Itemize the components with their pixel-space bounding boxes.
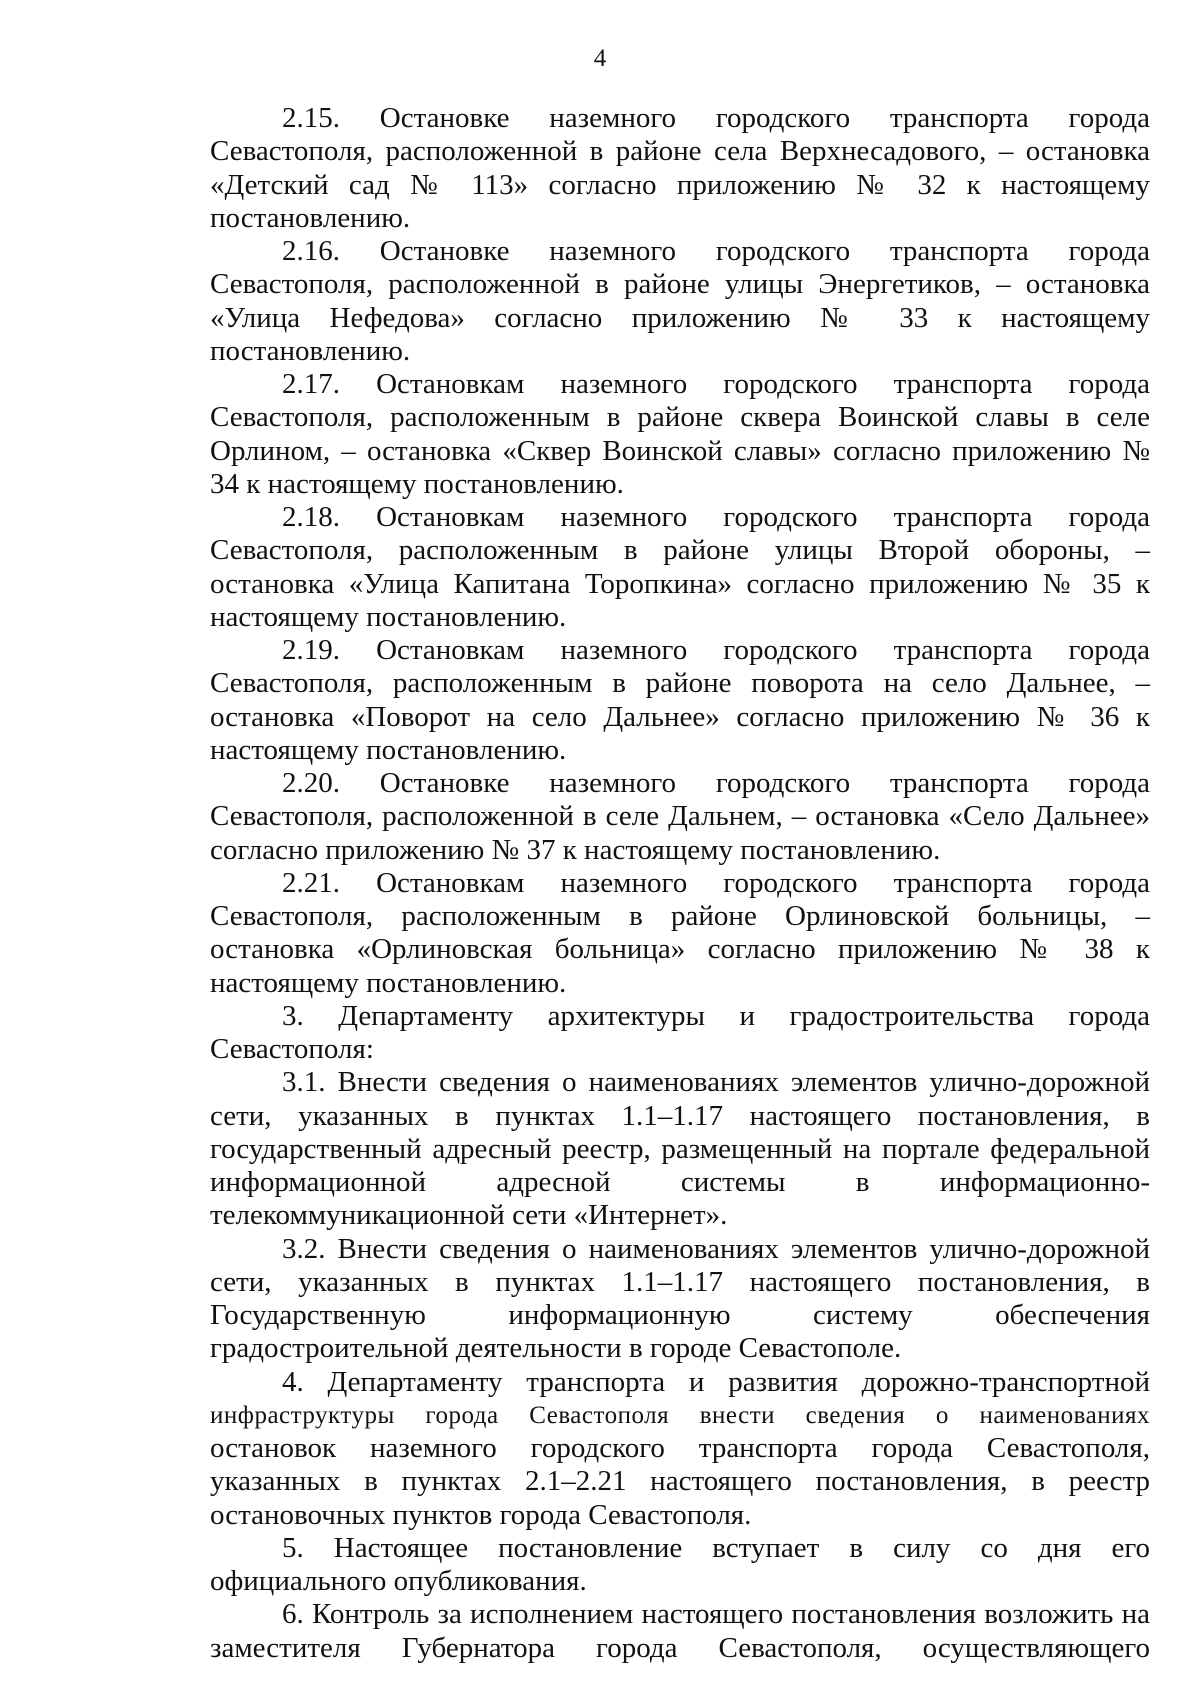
paragraph-2-19: 2.19. Остановкам наземного городского транспорта города Севастополя, расположенным в районе поворота на село Дальнее, – остановка «Поворот на село Дальнее» согласно приложению № 36 к настоящему постановлению. [210,634,1150,766]
paragraph-2-15: 2.15. Остановке наземного городского транспорта города Севастополя, расположенной в районе села Верхнесадового, – остановка «Детский сад № 113» согласно приложению № 32 к настоящему постановлению. [210,102,1150,234]
document-body [210,102,1150,1665]
paragraph-4-continued: остановок наземного городского транспорта города Севастополя, указанных в пунктах 2.1–2.21 настоящего постановления, в реестр остановочных пунктов города Севастополя. [210,1432,1150,1531]
paragraph-3-2: 3.2. Внести сведения о наименованиях элементов улично-дорожной сети, указанных в пунктах 1.1–1.17 настоящего постановления, в Государственную информационную систему обеспечения градостроительной деятельности в городе Севастополе. [210,1232,1150,1365]
paragraph-2-17: 2.17. Остановкам наземного городского транспорта города Севастополя, расположенным в районе сквера Воинской славы в селе Орлином, – остановка «Сквер Воинской славы» согласно приложению № 34 к настоящему постановлению. [210,368,1150,500]
paragraph-2-18: 2.18. Остановкам наземного городского транспорта города Севастополя, расположенным в районе улицы Второй обороны, – остановка «Улица Капитана Торопкина» согласно приложению № 35 к настоящему постановлению. [210,501,1150,633]
paragraph-5: 5. Настоящее постановление вступает в силу со дня его официального опубликования. [210,1531,1150,1597]
page-number: 4 [593,45,607,72]
paragraph-2-21: 2.21. Остановкам наземного городского транспорта города Севастополя, расположенным в районе Орлиновской больницы, – остановка «Орлиновская больница» согласно приложению № 38 к настоящему постановлению. [210,866,1150,999]
paragraph-2-20: 2.20. Остановке наземного городского транспорта города Севастополя, расположенной в селе Дальнем, – остановка «Село Дальнее» согласно приложению № 37 к настоящему постановлению. [210,767,1150,866]
paragraph-3-1: 3.1. Внести сведения о наименованиях элементов улично-дорожной сети, указанных в пунктах 1.1–1.17 настоящего постановления, в государственный адресный реестр, размещенный на портале федеральной информационной адресной системы в информационно-телекоммуникационной сети «Интернет». [210,1066,1150,1232]
paragraph-4-line-1: 4. Департаменту транспорта и развития дорожно-транспортной [282,1365,1150,1398]
paragraph-3: 3. Департаменту архитектуры и градостроительства города Севастополя: [210,999,1150,1065]
paragraph-6: 6. Контроль за исполнением настоящего постановления возложить на заместителя Губернатора города Севастополя, осуществляющего [210,1598,1150,1664]
paragraph-4-line-2: инфраструктуры города Севастополя внести сведения о наименованиях [210,1401,1150,1429]
paragraph-2-16: 2.16. Остановке наземного городского транспорта города Севастополя, расположенной в районе улицы Энергетиков, – остановка «Улица Нефедова» согласно приложению № 33 к настоящему постановлению. [210,235,1150,367]
